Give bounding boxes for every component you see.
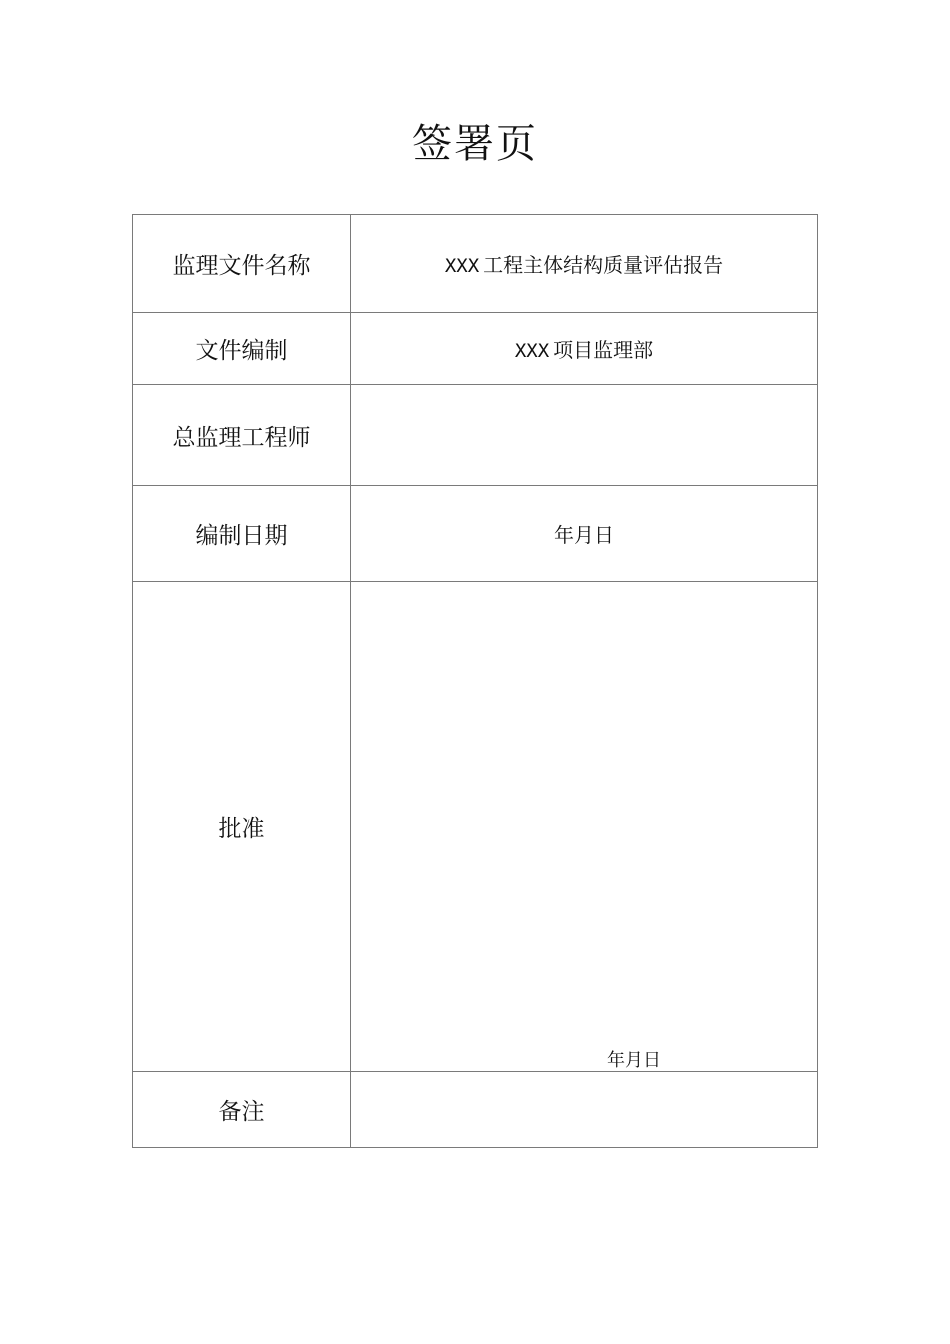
table-row — [133, 486, 818, 582]
compiled-by-text: 项目监理部 — [553, 338, 654, 362]
compiled-by-prefix: XXX — [514, 340, 550, 362]
table-row — [133, 385, 818, 486]
compiled-by-label: 文件编制 — [133, 313, 351, 385]
compile-date-label: 编制日期 — [133, 486, 351, 582]
approval-value — [351, 582, 818, 1072]
document-name-value — [351, 215, 818, 313]
chief-supervisor-label: 总监理工程师 — [133, 385, 351, 486]
compile-date-value: 年月日 — [351, 486, 818, 582]
page-title: 签署页 — [412, 121, 538, 167]
remarks-label: 备注 — [133, 1072, 351, 1148]
chief-supervisor-value — [351, 385, 818, 486]
document-name-text: 工程主体结构质量评估报告 — [483, 253, 724, 277]
table-row — [133, 582, 818, 1072]
table-row — [133, 215, 818, 313]
compiled-by-value — [351, 313, 818, 385]
remarks-value — [351, 1072, 818, 1148]
approval-date: 年月日 — [607, 1050, 661, 1071]
table-row — [133, 1072, 818, 1148]
signature-table — [132, 214, 818, 1148]
approval-label: 批准 — [133, 582, 351, 1072]
table-row — [133, 313, 818, 385]
document-name-prefix: XXX — [444, 255, 480, 277]
document-name-label: 监理文件名称 — [133, 215, 351, 313]
